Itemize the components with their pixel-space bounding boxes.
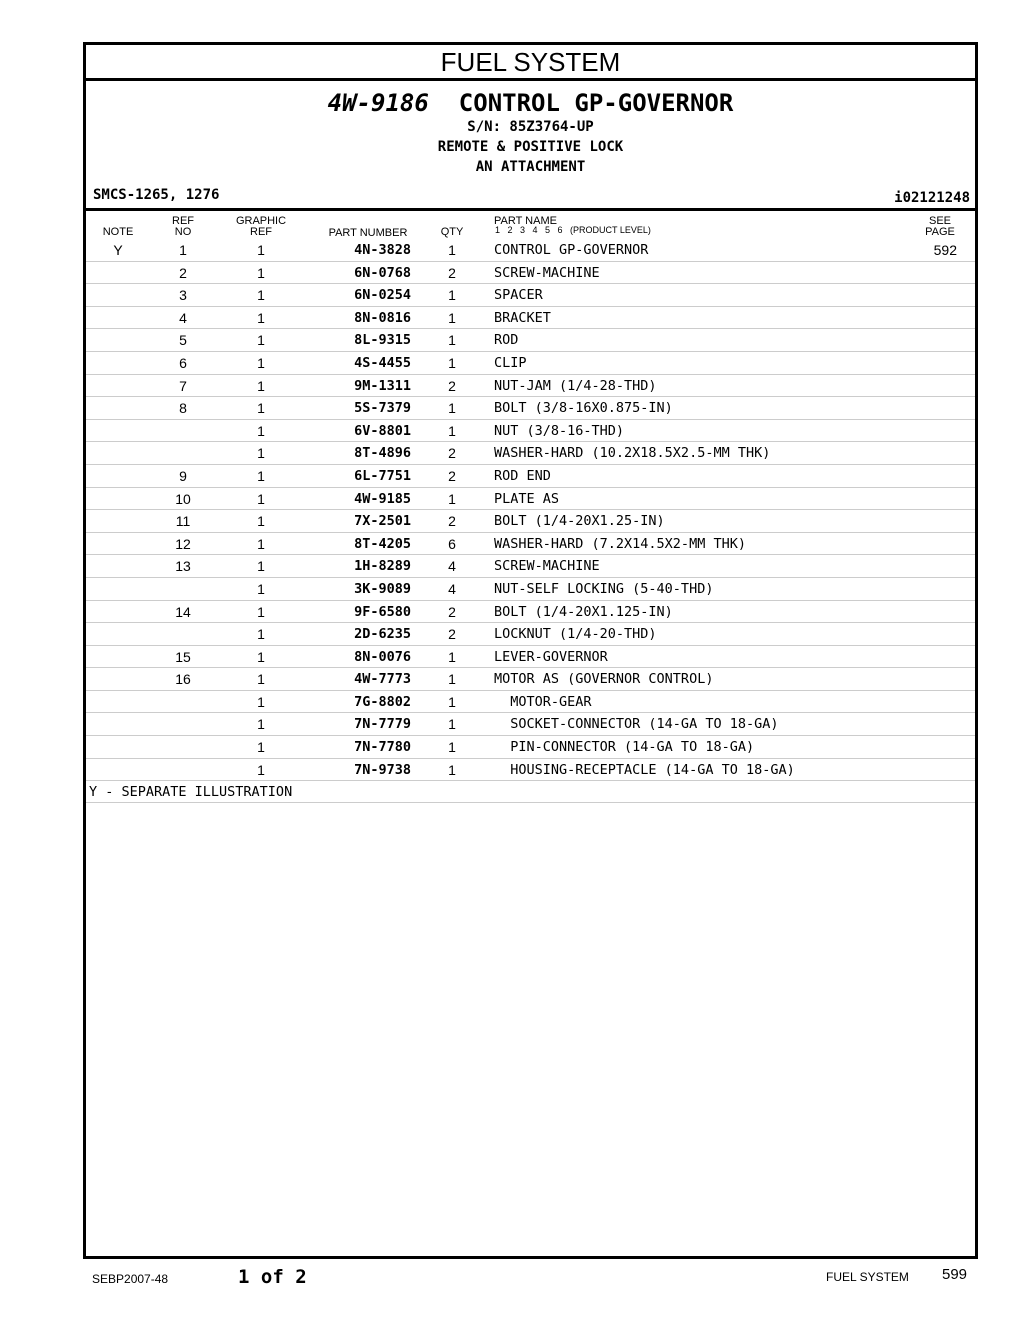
table-row	[86, 420, 975, 443]
part-name-cell: LEVER-GOVERNOR	[494, 648, 608, 665]
ref-no-cell: 10	[175, 490, 191, 507]
table-row	[86, 533, 975, 556]
graphic-ref-cell: 1	[257, 558, 265, 575]
col-product-level: 1 2 3 4 5 6 (PRODUCT LEVEL)	[495, 225, 651, 235]
part-name-cell: NUT (3/8-16-THD)	[494, 422, 625, 439]
part-name-cell: SOCKET-CONNECTOR (14-GA TO 18-GA)	[494, 716, 779, 733]
part-number-cell: 9F-6580	[354, 603, 411, 620]
table-row	[86, 375, 975, 398]
col-qty: QTY	[440, 226, 464, 238]
table-row	[86, 329, 975, 352]
graphic-ref-cell: 1	[257, 467, 265, 484]
qty-cell: 1	[448, 354, 456, 371]
table-row	[86, 555, 975, 578]
table-row	[86, 397, 975, 420]
part-number-cell: 4N-3828	[354, 242, 411, 258]
parts-table	[86, 239, 975, 803]
graphic-ref-cell: 1	[257, 490, 265, 507]
group-heading	[86, 89, 975, 117]
table-row	[86, 510, 975, 533]
graphic-ref-cell: 1	[257, 242, 265, 258]
graphic-ref-cell: 1	[257, 264, 265, 281]
ref-no-cell: 6	[179, 354, 187, 371]
part-number-cell: 6N-0254	[354, 287, 411, 304]
ref-no-cell: 13	[175, 558, 191, 575]
part-number-cell: 8T-4896	[354, 445, 411, 462]
footnote: Y - SEPARATE ILLUSTRATION	[89, 784, 293, 801]
ref-no-cell: 11	[175, 513, 191, 530]
qty-cell: 1	[448, 739, 456, 756]
col-ref-top: REF	[172, 215, 194, 227]
ref-no-cell: 1	[179, 242, 187, 258]
ref-no-cell: 8	[179, 400, 187, 417]
graphic-ref-cell: 1	[257, 400, 265, 417]
table-row	[86, 442, 975, 465]
group-description-1: REMOTE & POSITIVE LOCK	[437, 139, 624, 155]
graphic-ref-cell: 1	[257, 626, 265, 643]
footer-page-of: 1 of 2	[238, 1266, 307, 1288]
part-number-cell: 8N-0076	[354, 648, 411, 665]
group-part-number: 4W-9186	[327, 89, 429, 117]
part-number-cell: 4W-9185	[354, 490, 411, 507]
part-name-cell: SPACER	[494, 287, 543, 304]
qty-cell: 2	[448, 377, 456, 394]
system-title: FUEL SYSTEM	[86, 45, 975, 81]
graphic-ref-cell: 1	[257, 354, 265, 371]
qty-cell: 1	[448, 490, 456, 507]
part-name-cell: BOLT (1/4-20X1.25-IN)	[494, 513, 665, 530]
col-see-top: SEE	[928, 215, 951, 227]
qty-cell: 1	[448, 422, 456, 439]
part-name-cell: BRACKET	[494, 309, 551, 326]
part-name-cell: LOCKNUT (1/4-20-THD)	[494, 626, 657, 643]
graphic-ref-cell: 1	[257, 422, 265, 439]
part-number-cell: 6L-7751	[354, 467, 411, 484]
graphic-ref-cell: 1	[257, 332, 265, 349]
graphic-ref-cell: 1	[257, 603, 265, 620]
qty-cell: 2	[448, 513, 456, 530]
qty-cell: 1	[448, 693, 456, 710]
table-row	[86, 284, 975, 307]
ref-no-cell: 14	[175, 603, 191, 620]
ref-no-cell: 7	[179, 377, 187, 394]
part-name-cell: BOLT (1/4-20X1.125-IN)	[494, 603, 673, 620]
part-number-cell: 6N-0768	[354, 264, 411, 281]
col-ref-bottom: NO	[174, 226, 192, 238]
col-graphic-bottom: REF	[250, 226, 272, 238]
part-number-cell: 3K-9089	[354, 580, 411, 597]
table-row	[86, 736, 975, 759]
col-graphic-top: GRAPHIC	[235, 215, 287, 227]
part-number-cell: 5S-7379	[354, 400, 411, 417]
serial-number: S/N: 85Z3764-UP	[467, 119, 594, 135]
graphic-ref-cell: 1	[257, 377, 265, 394]
qty-cell: 1	[448, 309, 456, 326]
part-number-cell: 8L-9315	[354, 332, 411, 349]
table-row	[86, 691, 975, 714]
part-name-cell: MOTOR-GEAR	[494, 693, 592, 710]
qty-cell: 1	[448, 671, 456, 688]
qty-cell: 2	[448, 626, 456, 643]
part-name-cell: ROD	[494, 332, 519, 349]
part-name-cell: BOLT (3/8-16X0.875-IN)	[494, 400, 673, 417]
qty-cell: 6	[448, 535, 456, 552]
table-row	[86, 488, 975, 511]
col-part-number: PART NUMBER	[328, 227, 408, 239]
ref-no-cell: 2	[179, 264, 187, 281]
qty-cell: 1	[448, 332, 456, 349]
graphic-ref-cell: 1	[257, 716, 265, 733]
graphic-ref-cell: 1	[257, 309, 265, 326]
graphic-ref-cell: 1	[257, 287, 265, 304]
ref-no-cell: 16	[175, 671, 191, 688]
graphic-ref-cell: 1	[257, 513, 265, 530]
table-row	[86, 239, 975, 262]
graphic-ref-cell: 1	[257, 445, 265, 462]
ref-no-cell: 12	[175, 535, 191, 552]
col-note: NOTE	[102, 226, 134, 238]
ref-no-cell: 3	[179, 287, 187, 304]
part-name-cell: SCREW-MACHINE	[494, 264, 600, 281]
part-name-cell: HOUSING-RECEPTACLE (14-GA TO 18-GA)	[494, 761, 795, 778]
qty-cell: 1	[448, 761, 456, 778]
part-number-cell: 4S-4455	[354, 354, 411, 371]
part-name-cell: PIN-CONNECTOR (14-GA TO 18-GA)	[494, 739, 755, 756]
graphic-ref-cell: 1	[257, 761, 265, 778]
part-number-cell: 8N-0816	[354, 309, 411, 326]
part-name-cell: ROD END	[494, 467, 551, 484]
qty-cell: 1	[448, 242, 456, 258]
part-name-cell: SCREW-MACHINE	[494, 558, 600, 575]
part-number-cell: 7N-7779	[354, 716, 411, 733]
part-number-cell: 1H-8289	[354, 558, 411, 575]
table-row	[86, 646, 975, 669]
qty-cell: 1	[448, 287, 456, 304]
table-row	[86, 668, 975, 691]
note-cell: Y	[113, 242, 123, 258]
part-number-cell: 7X-2501	[354, 513, 411, 530]
part-number-cell: 6V-8801	[354, 422, 411, 439]
see-page-cell: 592	[933, 242, 957, 258]
part-name-cell: MOTOR AS (GOVERNOR CONTROL)	[494, 671, 714, 688]
ref-no-cell: 4	[179, 309, 187, 326]
footnote-row	[86, 781, 975, 803]
part-name-cell: NUT-JAM (1/4-28-THD)	[494, 377, 657, 394]
part-name-cell: CONTROL GP-GOVERNOR	[494, 242, 649, 258]
qty-cell: 2	[448, 603, 456, 620]
group-name: CONTROL GP-GOVERNOR	[458, 89, 734, 117]
part-number-cell: 9M-1311	[354, 377, 411, 394]
qty-cell: 4	[448, 580, 456, 597]
qty-cell: 2	[448, 445, 456, 462]
part-number-cell: 7N-9738	[354, 761, 411, 778]
page-frame	[83, 42, 978, 1259]
graphic-ref-cell: 1	[257, 739, 265, 756]
col-part-name: PART NAME	[494, 215, 557, 227]
part-name-cell: WASHER-HARD (7.2X14.5X2-MM THK)	[494, 535, 746, 552]
ref-no-cell: 15	[175, 648, 191, 665]
part-name-cell: CLIP	[494, 354, 527, 371]
qty-cell: 4	[448, 558, 456, 575]
part-number-cell: 7N-7780	[354, 739, 411, 756]
graphic-ref-cell: 1	[257, 648, 265, 665]
table-row	[86, 465, 975, 488]
table-row	[86, 578, 975, 601]
part-number-cell: 7G-8802	[354, 693, 411, 710]
table-row	[86, 713, 975, 736]
part-name-cell: WASHER-HARD (10.2X18.5X2.5-MM THK)	[494, 445, 771, 462]
illustration-id: i02121248	[894, 190, 970, 206]
ref-no-cell: 9	[179, 467, 187, 484]
graphic-ref-cell: 1	[257, 535, 265, 552]
qty-cell: 1	[448, 648, 456, 665]
footer-section: FUEL SYSTEM	[826, 1270, 909, 1284]
part-number-cell: 2D-6235	[354, 626, 411, 643]
part-name-cell: NUT-SELF LOCKING (5-40-THD)	[494, 580, 714, 597]
graphic-ref-cell: 1	[257, 580, 265, 597]
ref-no-cell: 5	[179, 332, 187, 349]
part-number-cell: 4W-7773	[354, 671, 411, 688]
header-divider	[86, 208, 975, 211]
group-description-2: AN ATTACHMENT	[475, 159, 586, 175]
col-see-bottom: PAGE	[925, 226, 955, 238]
table-row	[86, 601, 975, 624]
table-row	[86, 623, 975, 646]
table-row	[86, 307, 975, 330]
footer-page-number: 599	[942, 1266, 968, 1283]
table-row	[86, 262, 975, 285]
graphic-ref-cell: 1	[257, 693, 265, 710]
footer-doc-id: SEBP2007-48	[92, 1272, 169, 1286]
smcs-code: SMCS-1265, 1276	[93, 187, 220, 203]
qty-cell: 1	[448, 716, 456, 733]
table-row	[86, 352, 975, 375]
part-name-cell: PLATE AS	[494, 490, 560, 507]
graphic-ref-cell: 1	[257, 671, 265, 688]
part-number-cell: 8T-4205	[354, 535, 411, 552]
qty-cell: 2	[448, 264, 456, 281]
qty-cell: 1	[448, 400, 456, 417]
qty-cell: 2	[448, 467, 456, 484]
table-row	[86, 759, 975, 782]
